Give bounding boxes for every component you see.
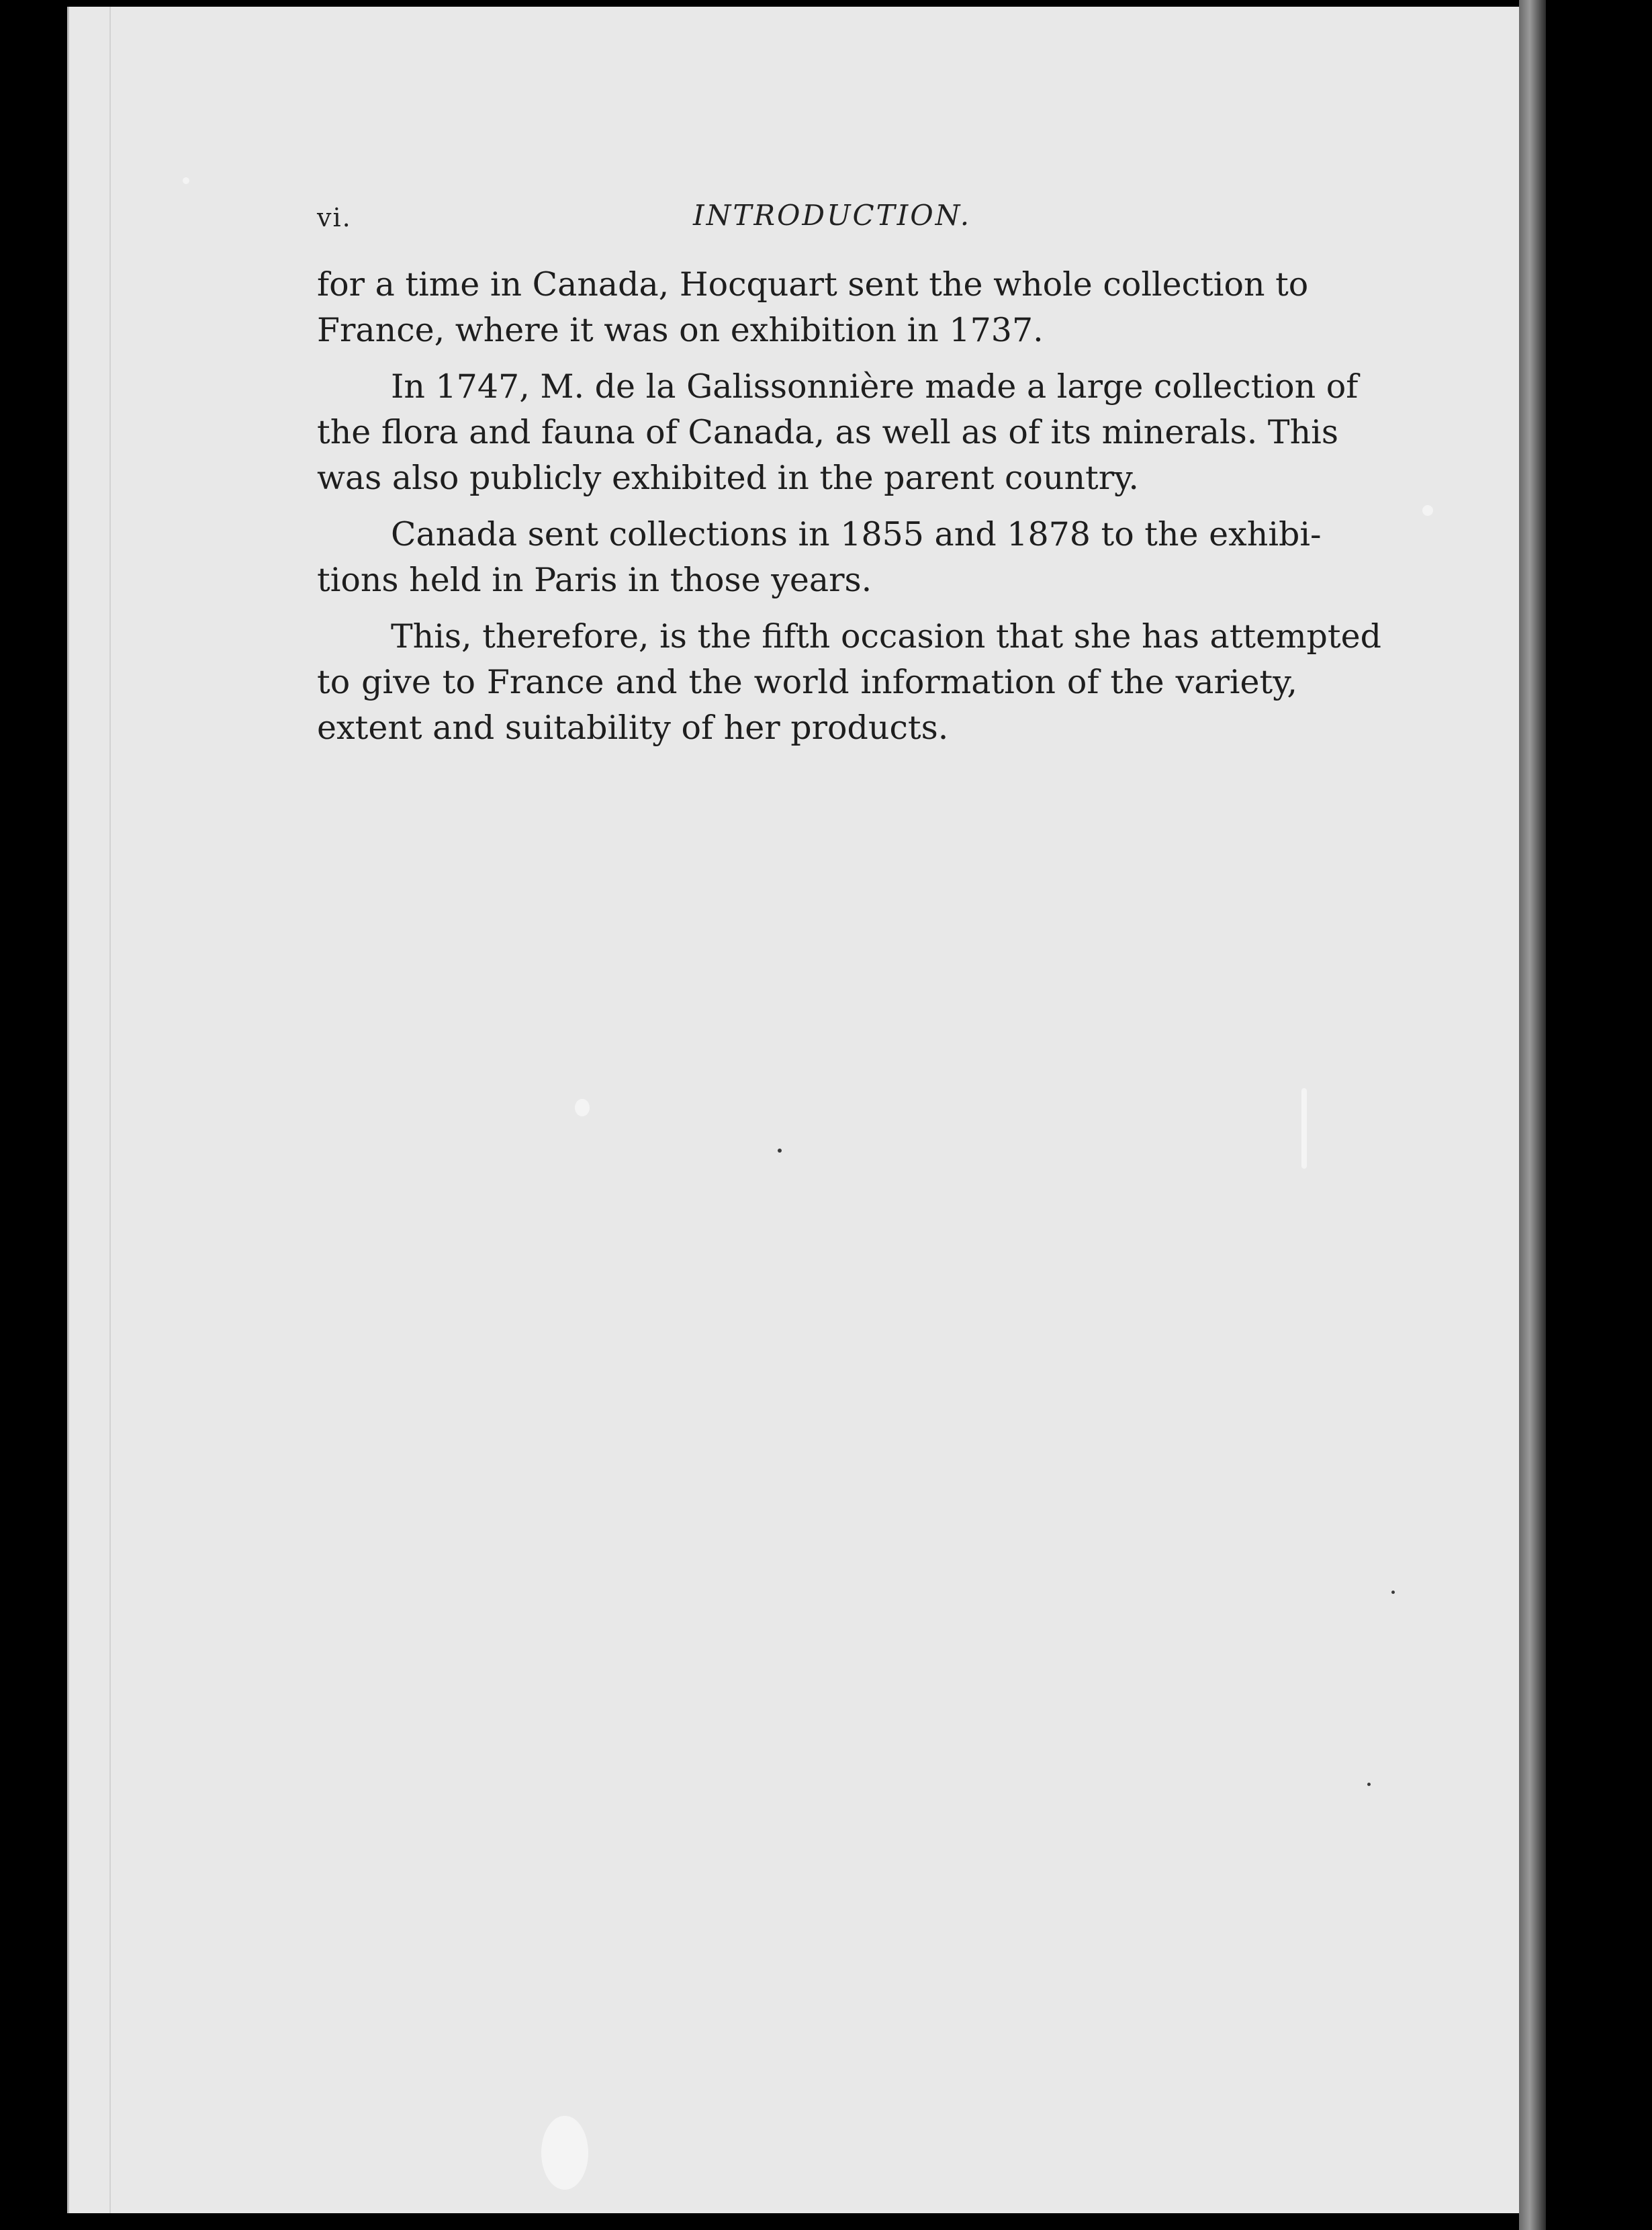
text-line: France, where it was on exhibition in 1737. [317, 311, 1044, 349]
text-line: extent and suitability of her products. [317, 709, 949, 747]
text-line: tions held in Paris in those years. [317, 561, 872, 599]
scan-speck [1391, 1591, 1395, 1594]
page-edge-line [109, 7, 111, 2213]
text-line: to give to France and the world information of the variety, [317, 663, 1297, 701]
page-gutter-shadow [1519, 0, 1546, 2230]
scan-speck [183, 177, 189, 184]
scan-speck [778, 1149, 782, 1153]
text-line: In 1747, M. de la Galissonnière made a large collection of [391, 367, 1359, 406]
text-line: Canada sent collections in 1855 and 1878 to the exhibi- [391, 515, 1322, 553]
paragraph-4 [317, 614, 1381, 751]
page-number: vi. [317, 203, 352, 232]
paragraph-3 [317, 512, 1322, 603]
scan-speck [1367, 1783, 1371, 1786]
scan-border-right [1546, 0, 1652, 2230]
scan-speck [1422, 505, 1433, 516]
scan-speck [541, 2116, 588, 2190]
text-line: was also publicly exhibited in the parent country. [317, 459, 1139, 497]
text-line: This, therefore, is the fifth occasion that she has attempted [391, 617, 1381, 656]
text-line: the flora and fauna of Canada, as well as of its minerals. This [317, 413, 1338, 451]
text-line: for a time in Canada, Hocquart sent the whole collection to [317, 265, 1309, 304]
scan-speck [575, 1099, 590, 1116]
body-text [317, 262, 1381, 762]
scan-speck [1301, 1088, 1307, 1169]
page-header [317, 199, 1297, 246]
paragraph-2 [317, 364, 1359, 501]
running-title: INTRODUCTION. [693, 199, 972, 232]
paragraph-1 [317, 262, 1309, 353]
